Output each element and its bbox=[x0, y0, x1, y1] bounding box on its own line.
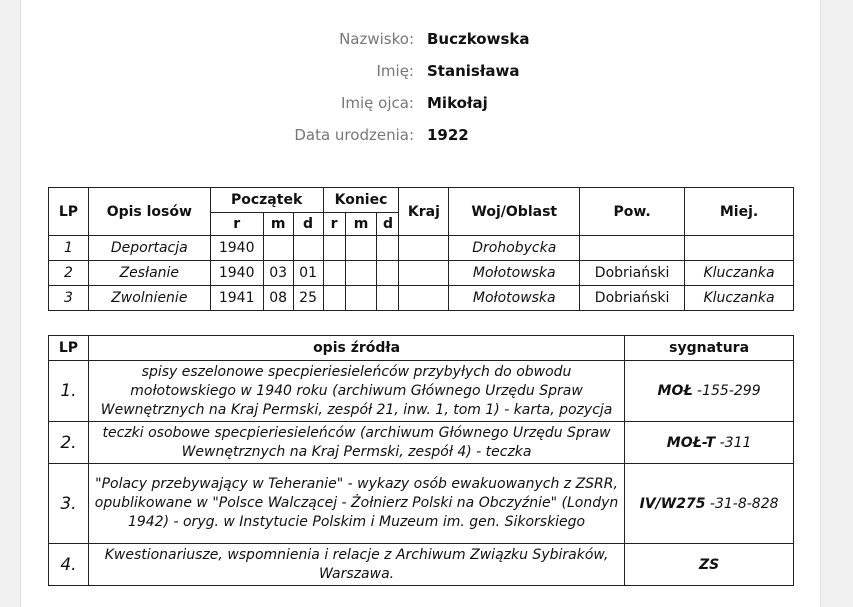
signature-code: ZS bbox=[698, 556, 720, 573]
fate-opis: Zwolnienie bbox=[88, 286, 210, 311]
fate-opis: Zesłanie bbox=[88, 261, 210, 286]
source-signature bbox=[625, 422, 794, 464]
start-d-header: d bbox=[293, 213, 323, 236]
end-r-header: r bbox=[323, 213, 345, 236]
fates-woj-header: Woj/Oblast bbox=[449, 188, 580, 236]
fate-start-d bbox=[293, 236, 323, 261]
surname-value: Buczkowska bbox=[427, 30, 530, 48]
fate-start-d: 25 bbox=[293, 286, 323, 311]
fate-end-r bbox=[323, 236, 345, 261]
father-value: Mikołaj bbox=[427, 94, 488, 112]
fate-end-m bbox=[345, 261, 377, 286]
source-description: "Polacy przebywający w Teheranie" - wykazy osób ewakuowanych z ZSRR, opublikowane w "Polsce Walczącej - Żołnierz Polski na Obczyźnie" (Londyn 1942) - oryg. w Instytucie Polskim i Muzeum im. gen. Sikorskiego bbox=[88, 464, 624, 544]
fate-miej bbox=[685, 236, 794, 261]
fate-woj: Mołotowska bbox=[449, 286, 580, 311]
birth-value: 1922 bbox=[427, 126, 469, 144]
fate-end-d bbox=[377, 236, 399, 261]
fate-start-d: 01 bbox=[293, 261, 323, 286]
sources-opis-header: opis źródła bbox=[88, 336, 624, 361]
end-m-header: m bbox=[345, 213, 377, 236]
signature-number: -155-299 bbox=[692, 383, 761, 399]
fate-lp: 3 bbox=[49, 286, 89, 311]
fate-pow: Dobriański bbox=[580, 286, 685, 311]
fate-pow bbox=[580, 236, 685, 261]
fate-start-r: 1940 bbox=[210, 261, 263, 286]
sources-sig-header: sygnatura bbox=[625, 336, 794, 361]
fate-lp: 1 bbox=[49, 236, 89, 261]
fates-table bbox=[48, 187, 794, 311]
source-description: spisy eszelonowe specpieriesieleńców przybyłych do obwodu mołotowskiego w 1940 roku (archiwum Głównego Urzędu Spraw Wewnętrznych na Kraj Permski, zespół 21, inw. 1, tom 1) - karta, pozycja bbox=[88, 361, 624, 422]
fate-kraj bbox=[399, 236, 449, 261]
firstname-row bbox=[21, 58, 820, 90]
source-description: teczki osobowe specpieriesieleńców (archiwum Głównego Urzędu Spraw Wewnętrznych na Kraj Permski, zespół 4) - teczka bbox=[88, 422, 624, 464]
fate-end-m bbox=[345, 236, 377, 261]
source-signature bbox=[625, 544, 794, 586]
fate-kraj bbox=[399, 261, 449, 286]
table-row bbox=[49, 361, 794, 422]
fates-start-header: Początek bbox=[210, 188, 323, 213]
fates-end-header: Koniec bbox=[323, 188, 399, 213]
source-lp: 4. bbox=[49, 544, 89, 586]
source-signature bbox=[625, 464, 794, 544]
source-signature bbox=[625, 361, 794, 422]
signature-code: MOŁ-T bbox=[666, 434, 716, 451]
fate-woj: Mołotowska bbox=[449, 261, 580, 286]
fate-start-r: 1940 bbox=[210, 236, 263, 261]
table-row bbox=[49, 544, 794, 586]
fate-start-r: 1941 bbox=[210, 286, 263, 311]
table-row bbox=[49, 422, 794, 464]
sources-lp-header: LP bbox=[49, 336, 89, 361]
start-m-header: m bbox=[263, 213, 293, 236]
fate-miej: Kluczanka bbox=[685, 261, 794, 286]
fate-kraj bbox=[399, 286, 449, 311]
fate-end-r bbox=[323, 286, 345, 311]
fates-lp-header: LP bbox=[49, 188, 89, 236]
sources-table bbox=[48, 335, 794, 586]
firstname-value: Stanisława bbox=[427, 62, 520, 80]
record-sheet bbox=[20, 0, 821, 607]
source-lp: 2. bbox=[49, 422, 89, 464]
sources-header-row bbox=[49, 336, 794, 361]
fate-end-d bbox=[377, 261, 399, 286]
fate-end-r bbox=[323, 261, 345, 286]
birth-row bbox=[21, 122, 820, 154]
signature-number: -31-8-828 bbox=[705, 495, 779, 512]
signature-code: IV/W275 bbox=[639, 495, 706, 512]
table-row bbox=[49, 236, 794, 261]
fate-lp: 2 bbox=[49, 261, 89, 286]
fate-start-m: 03 bbox=[263, 261, 293, 286]
fates-kraj-header: Kraj bbox=[399, 188, 449, 236]
table-row bbox=[49, 464, 794, 544]
surname-row bbox=[21, 26, 820, 58]
firstname-label: Imię: bbox=[376, 62, 414, 80]
fate-end-d bbox=[377, 286, 399, 311]
fate-opis: Deportacja bbox=[88, 236, 210, 261]
end-d-header: d bbox=[377, 213, 399, 236]
signature-number: -311 bbox=[715, 434, 752, 451]
fate-end-m bbox=[345, 286, 377, 311]
father-row bbox=[21, 90, 820, 122]
source-lp: 1. bbox=[49, 361, 89, 422]
fate-start-m: 08 bbox=[263, 286, 293, 311]
surname-label: Nazwisko: bbox=[339, 30, 414, 48]
birth-label: Data urodzenia: bbox=[294, 126, 414, 144]
father-label: Imię ojca: bbox=[340, 94, 414, 112]
source-lp: 3. bbox=[49, 464, 89, 544]
signature-code: MOŁ bbox=[657, 383, 693, 399]
fates-miej-header: Miej. bbox=[685, 188, 794, 236]
fates-header-row bbox=[49, 188, 794, 213]
table-row bbox=[49, 286, 794, 311]
fate-miej: Kluczanka bbox=[685, 286, 794, 311]
fate-start-m bbox=[263, 236, 293, 261]
fate-woj: Drohobycka bbox=[449, 236, 580, 261]
fates-opis-header: Opis losów bbox=[88, 188, 210, 236]
start-r-header: r bbox=[210, 213, 263, 236]
fate-pow: Dobriański bbox=[580, 261, 685, 286]
source-description: Kwestionariusze, wspomnienia i relacje z Archiwum Związku Sybiraków, Warszawa. bbox=[88, 544, 624, 586]
table-row bbox=[49, 261, 794, 286]
fates-pow-header: Pow. bbox=[580, 188, 685, 236]
